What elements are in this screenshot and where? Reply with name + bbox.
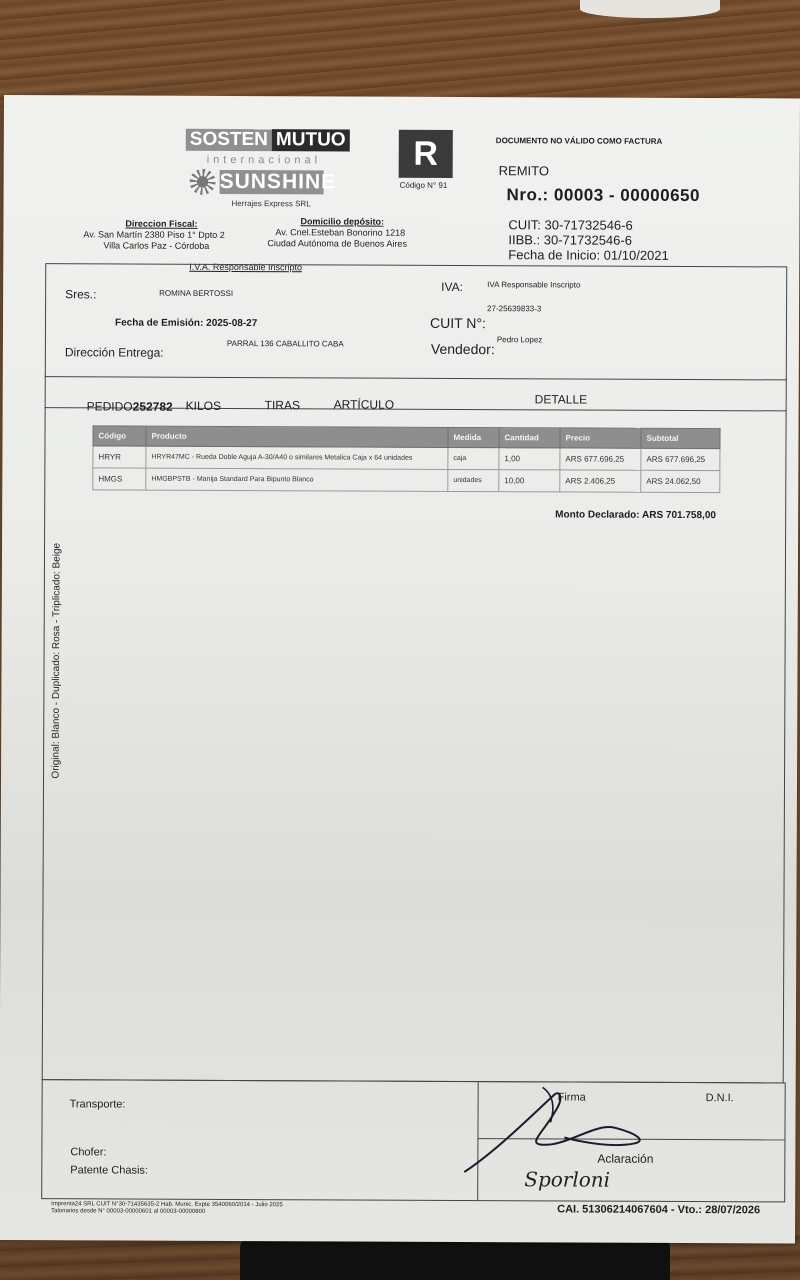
table-row [93, 446, 720, 471]
fiscal-title: Direccion Fiscal: [125, 218, 198, 229]
fiscal-line1: Av. San Martín 2380 Piso 1° Dpto 2 [83, 229, 225, 240]
aclaracion-label: Aclaración [597, 1151, 654, 1166]
emission-date: Fecha de Emisión: 2025-08-27 [114, 317, 258, 330]
tiras-label: TIRAS [264, 398, 301, 413]
cuit-label: CUIT N°: [429, 314, 486, 332]
table-header-row [93, 426, 720, 449]
col-precio: Precio [560, 428, 641, 448]
detalle-label: DETALLE [534, 392, 588, 407]
sres-label: Sres.: [65, 287, 97, 302]
patente-label: Patente Chasis: [70, 1164, 148, 1177]
col-producto: Producto [146, 426, 448, 447]
items-table [92, 425, 720, 493]
seller-label: Vendedor: [430, 340, 495, 358]
remito-document [0, 95, 800, 1243]
sres-value: ROMINA BERTOSSI [159, 288, 234, 299]
cuit-value: 27-25639833-3 [487, 304, 542, 314]
pedido-value: 252782 [132, 399, 173, 414]
logo-internacional: internacional [206, 153, 322, 167]
invalid-notice: DOCUMENTO NO VÁLIDO COMO FACTURA [495, 136, 663, 146]
delivery-label: Dirección Entrega: [64, 345, 164, 360]
kilos-label: KILOS [185, 398, 222, 413]
row-cell: ARS 24.062,50 [641, 470, 720, 492]
row-cell: caja [448, 447, 499, 469]
detail-box [42, 407, 787, 1083]
start-date: Fecha de Inicio: 01/10/2021 [508, 247, 669, 263]
iva-condition: I.V.A. Responsable Inscripto [189, 261, 303, 273]
row-cell: HMGBPSTB - Manija Standard Para Bipunto Blanco [146, 468, 448, 491]
iva-value: IVA Responsable Inscripto [487, 280, 581, 290]
row-cell: ARS 2.406,25 [560, 470, 641, 492]
logo-sosten-mutuo: SOSTEN MUTUO [186, 129, 352, 152]
copy-colors-note: Original: Blanco - Duplicado: Rosa - Triplicado: Beige [50, 542, 63, 779]
row-cell: 10,00 [499, 470, 560, 492]
printer-info: Imprenta24 SRL CUIT N°30-71435635-2 Hab. Munic. Expte 3540060/2014 - Julio 2025 Talonarios desde N° 00003-00000601 al 00003-00000800 [51, 1201, 283, 1215]
col-cantidad: Cantidad [499, 428, 560, 448]
row-cell: 1,00 [499, 448, 560, 470]
seller-value: Pedro Lopez [496, 335, 543, 345]
firma-label: Firma [557, 1091, 586, 1104]
dni-label: D.N.I. [705, 1092, 734, 1105]
header-cuit: CUIT: 30-71732546-6 [508, 217, 633, 233]
deposit-line2: Ciudad Autónoma de Buenos Aires [267, 238, 407, 249]
transporte-label: Transporte: [69, 1098, 126, 1111]
cai-info: CAI. 51306214067604 - Vto.: 28/07/2026 [557, 1203, 761, 1217]
row-cell: HRYR47MC - Rueda Doble Aguja A-30/A40 o similares Metalica Caja x 64 unidades [146, 446, 448, 469]
row-cell: HRYR [93, 446, 146, 468]
col-medida: Medida [448, 427, 499, 447]
table-row [93, 468, 720, 493]
chofer-label: Chofer: [70, 1146, 107, 1159]
articulo-label: ARTÍCULO [333, 397, 395, 412]
fiscal-line2: Villa Carlos Paz - Córdoba [103, 240, 210, 251]
logo-sunshine: SUNSHINE [219, 169, 337, 194]
deposit-title: Domicilio depósito: [300, 216, 384, 227]
handwritten-name: Sporloni [524, 1167, 611, 1192]
iva-label: IVA: [441, 279, 463, 295]
sun-icon [190, 169, 216, 195]
row-cell: ARS 677.696,25 [641, 448, 720, 470]
dark-object [240, 1238, 670, 1280]
doc-type: REMITO [498, 163, 550, 179]
col-subtotal: Subtotal [641, 428, 720, 448]
col-codigo: Código [93, 426, 146, 446]
deposit-line1: Av. Cnel.Esteban Bonorino 1218 [275, 227, 406, 238]
row-cell: unidades [448, 469, 499, 491]
delivery-value: PARRAL 136 CABALLITO CABA [226, 338, 344, 349]
letter-code: Código N° 91 [399, 180, 448, 190]
header-iibb: IIBB.: 30-71732546-6 [508, 232, 632, 248]
pedido-label: PEDIDO252782 [86, 399, 173, 414]
letter-box: R [399, 130, 453, 178]
declared-total: Monto Declarado: ARS 701.758,00 [555, 509, 716, 522]
doc-number: Nro.: 00003 - 00000650 [506, 185, 701, 206]
row-cell: HMGS [93, 468, 146, 490]
row-cell: ARS 677.696,25 [560, 448, 641, 470]
cup-object [580, 0, 720, 18]
logo-subtitle: Herrajes Express SRL [231, 198, 311, 209]
